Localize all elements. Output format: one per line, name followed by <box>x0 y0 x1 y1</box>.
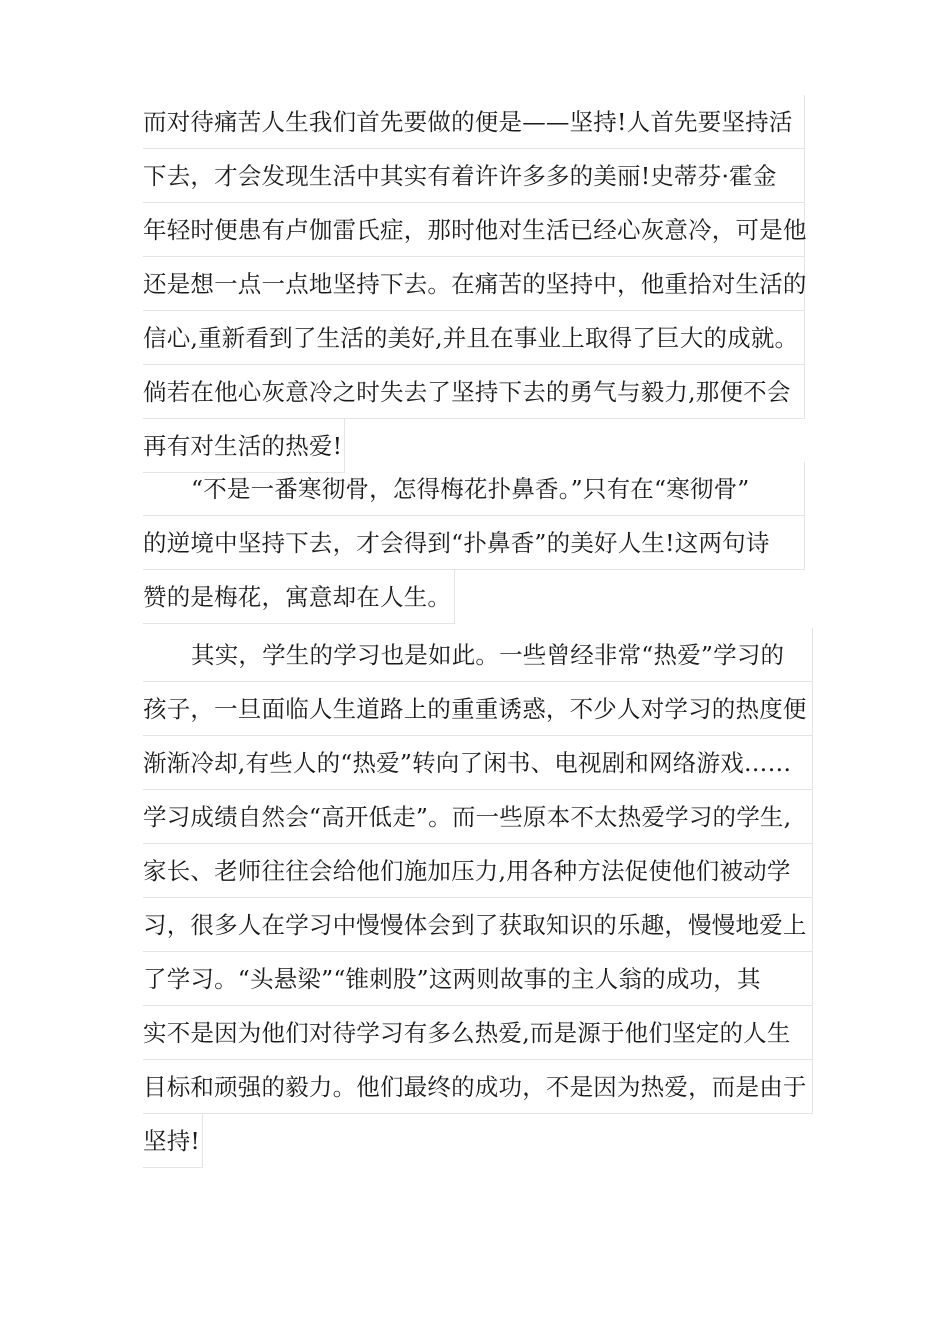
text-line: 坚持! <box>143 1114 203 1168</box>
text-line: 倘若在他心灰意冷之时失去了坚持下去的勇气与毅力,那便不会 <box>143 365 805 419</box>
text-line: 了学习。“头悬梁”“锥刺股”这两则故事的主人翁的成功，其 <box>143 952 813 1006</box>
text-line: 下去，才会发现生活中其实有着许许多多的美丽!史蒂芬·霍金 <box>143 149 805 203</box>
text-line: 实不是因为他们对待学习有多么热爱,而是源于他们坚定的人生 <box>143 1006 813 1060</box>
paragraph-2 <box>143 462 815 624</box>
text-line: 渐渐冷却,有些人的“热爱”转向了闲书、电视剧和网络游戏…… <box>143 736 813 790</box>
text-line: 的逆境中坚持下去，才会得到“扑鼻香”的美好人生!这两句诗 <box>143 516 805 570</box>
text-line: 信心,重新看到了生活的美好,并且在事业上取得了巨大的成就。 <box>143 311 805 365</box>
text-line: 学习成绩自然会“高开低走”。而一些原本不太热爱学习的学生, <box>143 790 813 844</box>
text-line: “不是一番寒彻骨，怎得梅花扑鼻香。”只有在“寒彻骨” <box>143 462 805 516</box>
text-line: 再有对生活的热爱! <box>143 419 345 473</box>
paragraph-1 <box>143 95 815 473</box>
text-line: 目标和顽强的毅力。他们最终的成功，不是因为热爱，而是由于 <box>143 1060 813 1114</box>
text-line: 其实，学生的学习也是如此。一些曾经非常“热爱”学习的 <box>143 628 813 682</box>
paragraph-3 <box>143 628 815 1168</box>
text-line: 还是想一点一点地坚持下去。在痛苦的坚持中，他重拾对生活的 <box>143 257 805 311</box>
text-line: 家长、老师往往会给他们施加压力,用各种方法促使他们被动学 <box>143 844 813 898</box>
text-line: 孩子，一旦面临人生道路上的重重诱惑，不少人对学习的热度便 <box>143 682 813 736</box>
text-line: 赞的是梅花，寓意却在人生。 <box>143 570 455 624</box>
text-line: 习，很多人在学习中慢慢体会到了获取知识的乐趣，慢慢地爱上 <box>143 898 813 952</box>
text-line: 而对待痛苦人生我们首先要做的便是——坚持!人首先要坚持活 <box>143 95 805 149</box>
text-line: 年轻时便患有卢伽雷氏症，那时他对生活已经心灰意冷，可是他 <box>143 203 805 257</box>
